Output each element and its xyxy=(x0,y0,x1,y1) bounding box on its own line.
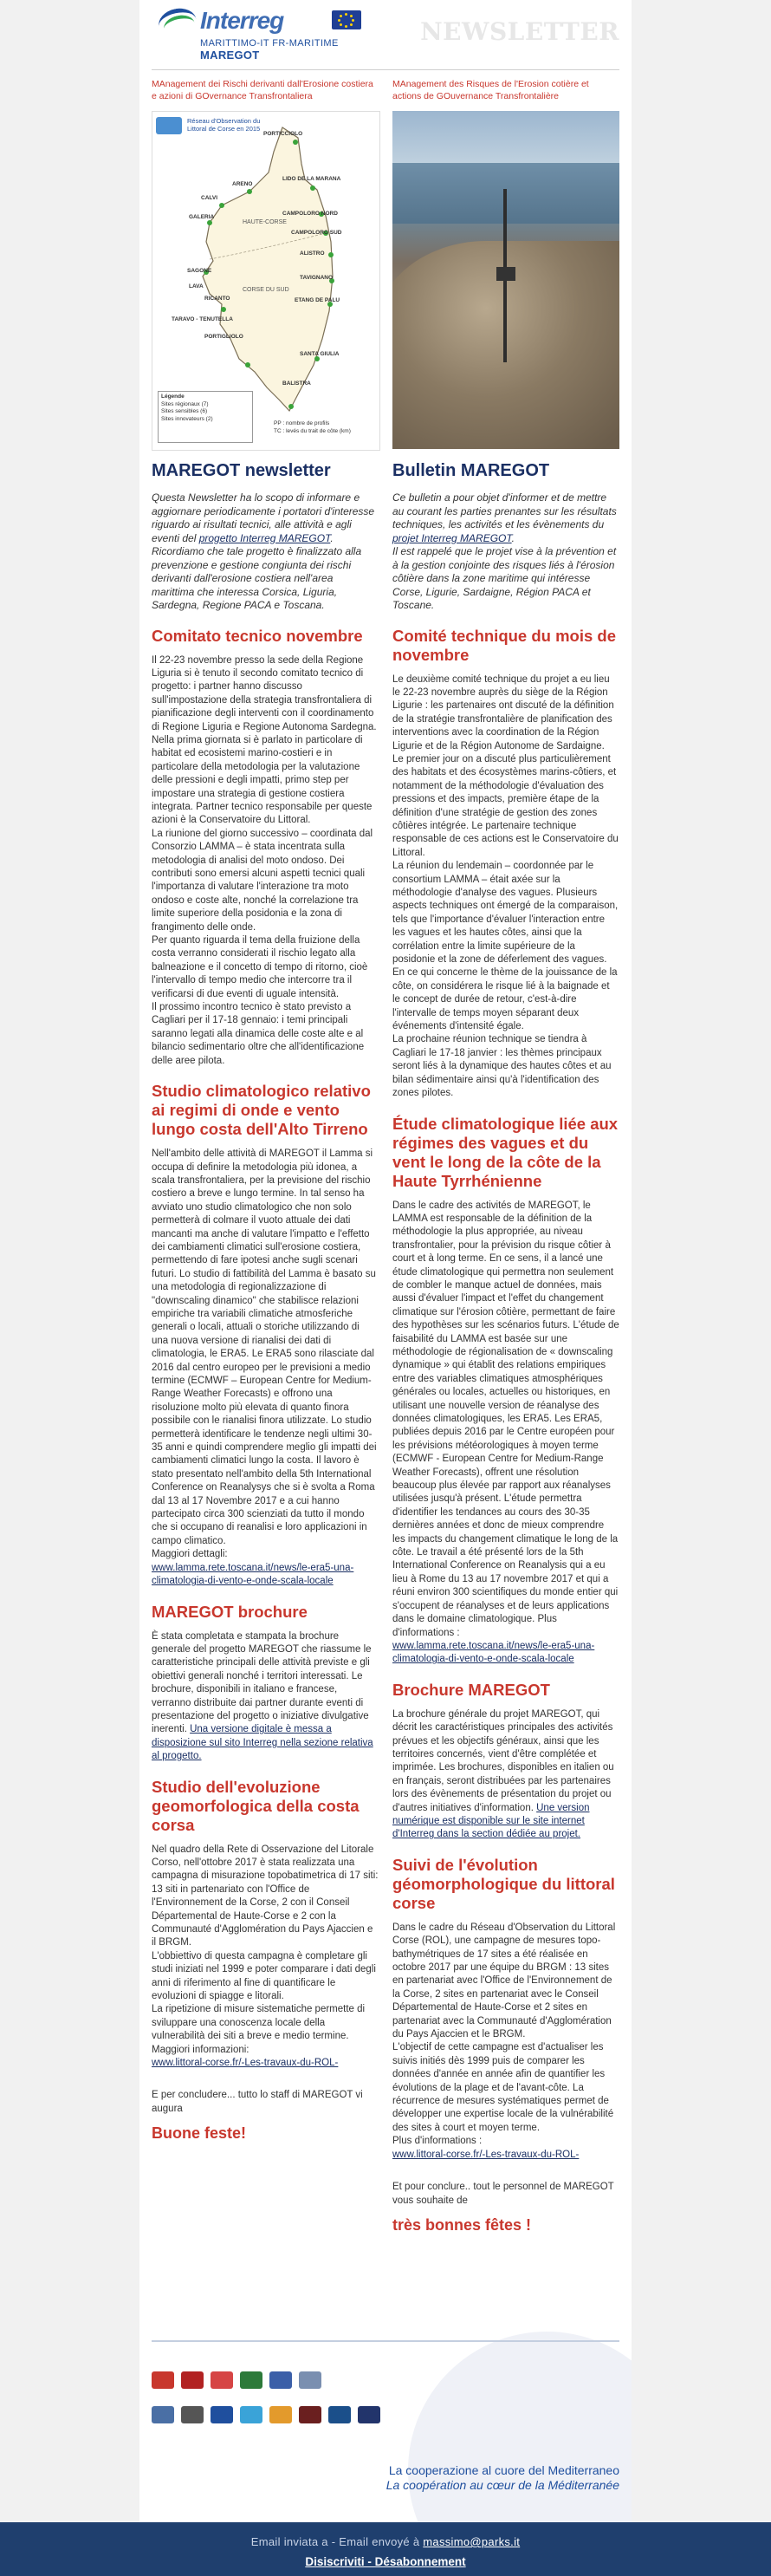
unsubscribe-link[interactable]: Disiscriviti - Désabonnement xyxy=(305,2555,466,2568)
coast-survey-photo xyxy=(392,111,619,449)
map-region-corse-du-sud: CORSE DU SUD xyxy=(243,287,289,293)
project-name: MAREGOT xyxy=(200,49,260,62)
photo-survey-device xyxy=(496,267,515,281)
right-intro-link[interactable]: projet Interreg MAREGOT xyxy=(392,531,512,544)
partner-logo-brgm xyxy=(328,2406,351,2423)
legend-item-regional: Sites régionaux (7) xyxy=(161,400,209,407)
right-s3-title: Brochure MAREGOT xyxy=(392,1680,550,1699)
recipient-email-link[interactable]: massimo@parks.it xyxy=(423,2535,521,2548)
program-name: MARITTIMO-IT FR-MARITIME xyxy=(200,38,339,49)
left-s1-body: Il 22-23 novembre presso la sede della Regione Liguria si è tenuto il secondo comitato tecnico di progetto: i partner hanno discusso sull'impostazione della strategia transfrontaliera di pianificazione degli interventi con il coordinamento di Regione Liguria e Regione Autonoma Sardegna. Nella prima giornata si è parlato in particolare di habitat ed ecosistemi marino-costieri e in particolare della metodologia per la valutazione delle pressioni e degli impatti, primo step per impostare una strategia di gestione costiera integrata. Partner tecnico responsabile per queste azioni è la Conservatoire du Littoral. La riunione del giorno successivo – coordinata dal Consorzio LAMMA – è stata incentrata sulla metodologia di analisi del moto ondoso. Dei contributi sono emersi alcuni aspetti tecnici quali l'importanza di valutare l'interazione tra moto ondoso e coste alte, nonché la correlazione tra limite superiore della posidonia e la zona di frangimento delle onde. Per quanto riguarda il tema della fruizione della costa verranno considerati il rischio legato alla balneazione e il concetto di tempo di ritorno, cioè l'intervallo di tempo medio che intercorre tra il verificarsi di due eventi di uguale intensità. Il prossimo incontro tecnico è stato previsto a Cagliari per il 17-18 gennaio: i temi principali saranno legati alla dinamica delle coste alte e al bilancio sedimentario oltre che all'identificazione delle aree pilota. xyxy=(152,654,377,1066)
footer-divider xyxy=(152,2340,619,2342)
right-s1-title: Comité technique du mois de novembre xyxy=(392,626,616,664)
right-closing: Et pour conclure.. tout le personnel de MAREGOT vous souhaite de xyxy=(392,2182,614,2206)
map-region-haute-corse: HAUTE-CORSE xyxy=(243,219,287,225)
map-place-sagone: SAGONE xyxy=(187,268,212,274)
map-place-galeria: GALERIA xyxy=(189,214,215,220)
map-place-lava: LAVA xyxy=(189,283,204,289)
left-intro-link[interactable]: progetto Interreg MAREGOT xyxy=(198,531,331,544)
left-title: MAREGOT newsletter xyxy=(152,461,331,480)
partner-logo-toscana xyxy=(181,2371,204,2389)
right-s4-title: Suivi de l'évolution géomorphologique du littoral corse xyxy=(392,1855,615,1912)
left-s1-title: Comitato tecnico novembre xyxy=(152,626,363,645)
map-title: Réseau d'Observation du Littoral de Corse en 2015 xyxy=(187,117,261,133)
right-intro: Ce bulletin a pour objet d'informer et de mettre au courant les parties prenantes sur les résultats techniques, les activités et les évènements du projet Interreg MAREGOT. Il est rappelé que le projet vise à la prévention et à la gestion conjointe des risques liés à l'érosion côtière dans la zone maritime qui intéresse Corse, Ligurie, Sardaigne, Région PACA et Toscane. xyxy=(392,491,617,611)
right-s4-link[interactable]: www.littoral-corse.fr/-Les-travaux-du-ROL- xyxy=(392,2149,580,2160)
left-s4-link[interactable]: www.littoral-corse.fr/-Les-travaux-du-ROL- xyxy=(152,2058,339,2069)
column-french xyxy=(392,461,619,2234)
map-place-taravo: TARAVO - TENUTELLA xyxy=(172,316,233,322)
left-s3-link[interactable]: Una versione digitale è messa a disposizione sul sito Interreg nella sezione relativa al progetto. xyxy=(152,1724,373,1762)
email-recipient-line: Email inviata a - Email envoyé à massimo@parks.it xyxy=(250,2535,521,2548)
column-italian xyxy=(152,461,379,2143)
map-place-balistra: BALISTRA xyxy=(282,381,311,387)
right-s1-body: Le deuxième comité technique du projet a eu lieu le 22-23 novembre auprès du siège de la Région Ligurie : les partenaires ont discuté de la définition de la stratégie transfrontalière de planification des interventions avec la coordination de la Région Ligurie et de la Région Autonome de Sardaigne. Le premier jour on a discuté plus particulièrement des habitats et des écosystèmes marins-côtiers, et notamment de la méthodologie d'évaluation des pressions et des impacts, première étape de la définition d'une stratégie de gestion des zones côtières intégrée. Le partenaire technique responsable de ces actions est le Conservatoire du Littoral. La réunion du lendemain – coordonnée par le consortium LAMMA – était axée sur la méthodologie d'analyse des vagues. Plusieurs aspects techniques ont émergé de la comparaison, tels que l'importance d'évaluer l'interaction entre les vagues et les hautes côtes, ainsi que la corrélation entre la limite supérieure de la posidonie et la zone de déferlement des vagues. En ce qui concerne le thème de la jouissance de la côte, on considérera le risque lié à la baignade et le concept de durée de retour, c'est-à-dire l'intervalle de temps moyen séparant deux événements d'intensité égale. La prochaine réunion technique se tiendra à Cagliari le 17-18 janvier : les thèmes principaux seront liés à la dynamique des hautes côtes et au bilan sédimentaire ainsi qu'à l'identification des zones pilotes. xyxy=(392,673,619,1099)
partner-logo-unica xyxy=(299,2406,321,2423)
map-place-areno: ARENO xyxy=(232,181,253,187)
partner-logo-unige xyxy=(269,2406,292,2423)
partner-logo-sardegna xyxy=(211,2371,233,2389)
right-s3-body: La brochure générale du projet MAREGOT, qui décrit les caractéristiques principales des activités prévues et les objectifs généraux, ainsi que les territoires concernés, vient d'être complétée et imprimée. Les brochures, disponibles en italien ou en français, seront distribuées par les partenaires lors des évènements de présentation du projet ou d'autres initiatives d'information. Une version numérique est disponible sur le site internet d'Interreg dans la section dédiée au projet. xyxy=(392,1708,614,1840)
left-s2-title: Studio climatologico relativo ai regimi di onde e vento lungo costa dell'Alto Tirreno xyxy=(152,1082,371,1139)
tagline-fr-footer: La coopération au cœur de la Méditerranée xyxy=(386,2478,619,2492)
corsica-observation-map xyxy=(152,111,380,451)
tagline-fr: MAnagement des Risques de l'Erosion cotière et actions de GOuvernance Transfrontalière xyxy=(392,79,589,101)
header xyxy=(139,0,632,62)
right-s2-body: Dans le cadre des activités de MAREGOT, le LAMMA est responsable de la définition de la méthodologie la plus appropriée, au niveau transfrontalier, pour la prévision du risque côtier à court et à long terme. En ce sens, il a lancé une étude climatologique qui permettra non seulement de combler le manque actuel de données, mais aussi d'évaluer l'impact et l'effet du changement climatique sur l'érosion côtière, permettant de faire des hypothèses sur les scénarios futurs. L'étude de faisabilité du LAMMA est basée sur une méthodologie de régionalisation de « downscaling dynamique » qui établit des relations empiriques entre des variables climatiques atmosphériques générales ou locales, actuelles ou historiques, en utilisant une nouvelle version de réanalyse des données climatologiques, les ERA5. Les ERA5, publiées depuis 2016 par le Centre européen pour les prévisions météorologiques à moyen terme (ECMWF - European Centre for Medium-Range Weather Forecasts), offrent une résolution beaucoup plus élevée par rapport aux réanalyses utilisées jusqu'à présent. L'étude permettra d'identifier les tendances au cours des 30-35 dernières années et donc de mieux comprendre les impacts du changement climatique le long de la côte. Le travail a été présenté lors de la 5th International Conference on Reanalysis qui a eu lieu à Rome du 13 au 17 novembre 2017 et qui a réuni environ 300 scientifiques du monde entier qui s'occupent de réanalyses et de leurs applications dans le domaine climatologique. Plus d'informations : xyxy=(392,1200,619,1638)
partner-logo-cd2b xyxy=(358,2406,380,2423)
left-s4-body: Nel quadro della Rete di Osservazione del Litorale Corso, nell'ottobre 2017 è stata realizzata una campagna di misurazione topobatimetrica di 17 siti: 13 siti in partenariato con l'Office de l'Environnement de la Corse, 2 con il Conseil Départemental de Haute-Corse e 2 con la Communauté d'Agglomération du Pays Ajaccien e il BRGM. L'obbiettivo di questa campagna è completare gli studi iniziati nel 1999 e poter comparare i dati degli anni di riferimento al fine di quantificare le evoluzioni di spiagge e litorali. La ripetizione di misure sistematiche permette di sviluppare una conoscenza locale della vulnerabilità dei siti a breve e medio termine. Maggiori informazioni: xyxy=(152,1844,379,2055)
left-s3-body: È stata completata e stampata la brochure generale del progetto MAREGOT che riassume le caratteristiche principali delle attività previste e gli obiettivi generali nonché i territori interessati. Le brochure, disponibili in italiano e francese, verranno distribuite dai partner durante eventi di presentazione del progetto o iniziative divulgative inerenti. Una versione digitale è messa a disposizione sul sito Interreg nella sezione relativa al progetto. xyxy=(152,1630,373,1762)
right-s4-body: Dans le cadre du Réseau d'Observation du Littoral Corse (ROL), une campagne de mesures topo-bathymétriques de 17 sites a été réalisée en octobre 2017 par une équipe du BRGM : 13 sites en partenariat avec l'Office de l'Environnement de la Corse, 2 sites en partenariat avec le Conseil Départemental de Haute-Corse et 2 sites en partenariat avec la Communauté d'Agglomération du Pays Ajaccien et le BRGM. L'objectif de cette campagne est d'actualiser les suivis initiés dès 1999 puis de comparer les données d'année en année afin de quantifier les évolutions de la plage et de l'avant-côte. La récurrence de mesures systématiques permet de développer une expertise locale de la vulnérabilité des sites à court et moyen terme. Plus d'informations : xyxy=(392,1922,616,2147)
map-legend-note: PP : nombre de profils TC : levés du trait de côte (km) xyxy=(274,420,351,434)
partner-logo-lamma xyxy=(240,2371,262,2389)
map-legend xyxy=(158,391,253,443)
eu-flag-icon xyxy=(332,10,361,29)
legend-title: Légende xyxy=(161,394,185,400)
legend-item-innovative: Sites innovateurs (2) xyxy=(161,415,213,422)
map-place-ricanto: RICANTO xyxy=(204,296,230,302)
partner-logo-conservatoire xyxy=(240,2406,262,2423)
interreg-logo: Interreg xyxy=(200,7,284,34)
legend-item-sensitive: Sites sensibles (6) xyxy=(161,408,208,414)
newsletter-title: NEWSLETTER xyxy=(420,17,619,46)
left-intro: Questa Newsletter ha lo scopo di informare e aggiornare periodicamente i portatori d'interesse riguardo ai risultati tecnici, alle attività e agli eventi del progetto Interreg MAREGOT. Ricordiamo che tale progetto è finalizzato alla prevenzione e gestione congiunta dei rischi derivanti dall'erosione costiera nell'area marittima che interessa Corsica, Liguria, Sardegna, Regione PACA e Toscana. xyxy=(152,491,375,611)
map-place-campoloro-nord: CAMPOLORO NORD xyxy=(282,211,338,217)
partner-logo-corse xyxy=(152,2406,174,2423)
left-closing: E per concludere... tutto lo staff di MAREGOT vi augura xyxy=(152,2090,363,2114)
map-place-alistro: ALISTRO xyxy=(300,250,325,257)
map-place-porticciolo: PORTICCIOLO xyxy=(263,131,303,137)
tagline-it: MAnagement dei Rischi derivanti dall'Erosione costiera e azioni di GOvernance Transfrontaliera xyxy=(152,79,373,101)
map-place-tavignano: TAVIGNANO xyxy=(300,275,334,281)
partner-logo-oec xyxy=(181,2406,204,2423)
map-place-campoloro-sud: CAMPOLORO SUD xyxy=(291,230,342,236)
left-festive: Buone feste! xyxy=(152,2124,247,2143)
right-s2-link[interactable]: www.lamma.rete.toscana.it/news/le-era5-una-climatologia-di-vento-e-onde-scala-locale xyxy=(392,1640,595,1665)
right-festive: très bonnes fêtes ! xyxy=(392,2215,532,2234)
map-place-lido: LIDO DE LA MARANA xyxy=(282,176,341,182)
partner-logo-cnr xyxy=(299,2371,321,2389)
map-place-santa-giulia: SANTA GIULIA xyxy=(300,351,340,357)
left-s2-link[interactable]: www.lamma.rete.toscana.it/news/le-era5-una-climatologia-di-vento-e-onde-scala-locale xyxy=(152,1562,354,1587)
newsletter-sheet xyxy=(139,0,632,2522)
header-divider xyxy=(152,69,619,70)
map-place-calvi: CALVI xyxy=(201,195,218,201)
partner-logos xyxy=(152,2366,619,2462)
partner-logo-ispra xyxy=(269,2371,292,2389)
footer-tagline xyxy=(386,2463,619,2493)
right-s3-link[interactable]: Une version numérique est disponible sur le site internet d'Interreg dans la section dédiée au projet. xyxy=(392,1802,590,1840)
left-s2-body: Nell'ambito delle attività di MAREGOT il Lamma si occupa di definire la metodologia più idonea, a scala transfrontaliera, per la previsione del rischio costiero a breve e lungo termine. In tal senso ha avviato uno studio climatologico che non solo permetterà di colmare il vuoto attuale dei dati mancanti ma anche di valutare l'impatto e l'effetto dei cambiamenti climatici sull'erosione costiera, permettendo di fare ipotesi anche sugli scenari futuri. Lo studio di fattibilità del Lamma è basato su una metodologia di regionalizzazione di "downscaling dinamico" che stabilisce relazioni empiriche tra variabili climatiche atmosferiche generali o locali, attuali o storiche utilizzando di una nuova versione di rianalisi dei dati di climatologia, le ERA5. Le ERA5 sono rilasciate dal 2016 dal centro europeo per le previsioni a medio termine (ECMWF – European Centre for Medium-Range Weather Forecasts) e offrono una risoluzione molto più elevata di quanto finora possibile con le rianalisi finora utilizzate. Lo studio permetterà identificare le tendenze negli ultimi 30-35 anni e quindi comprendere meglio gli impatti dei cambiamenti climatici lungo la costa. Il lavoro è stato presentato nell'ambito della 5th International Conference on Reanalysys che si è svolta a Roma dal 13 al 17 Novembre 2017 e a cui hanno partecipato circa 300 scienziati da tutto il mondo che si occupano di reanalisi e loro applicazioni in campo climatico. Maggiori dettagli: xyxy=(152,1148,377,1560)
left-s4-title: Studio dell'evoluzione geomorfologica della costa corsa xyxy=(152,1777,360,1834)
map-place-portigliolo: PORTIGLIOLO xyxy=(204,334,243,340)
partner-logo-paca xyxy=(211,2406,233,2423)
map-place-etang: ETANG DE PALU xyxy=(295,297,340,303)
right-s2-title: Étude climatologique liée aux régimes des vagues et du vent le long de la côte de la Haute Tyrrhénienne xyxy=(392,1114,619,1190)
tagline-it-footer: La cooperazione al cuore del Mediterraneo xyxy=(388,2463,619,2477)
left-s3-title: MAREGOT brochure xyxy=(152,1602,308,1621)
right-title: Bulletin MAREGOT xyxy=(392,461,550,480)
partner-logo-liguria xyxy=(152,2371,174,2389)
